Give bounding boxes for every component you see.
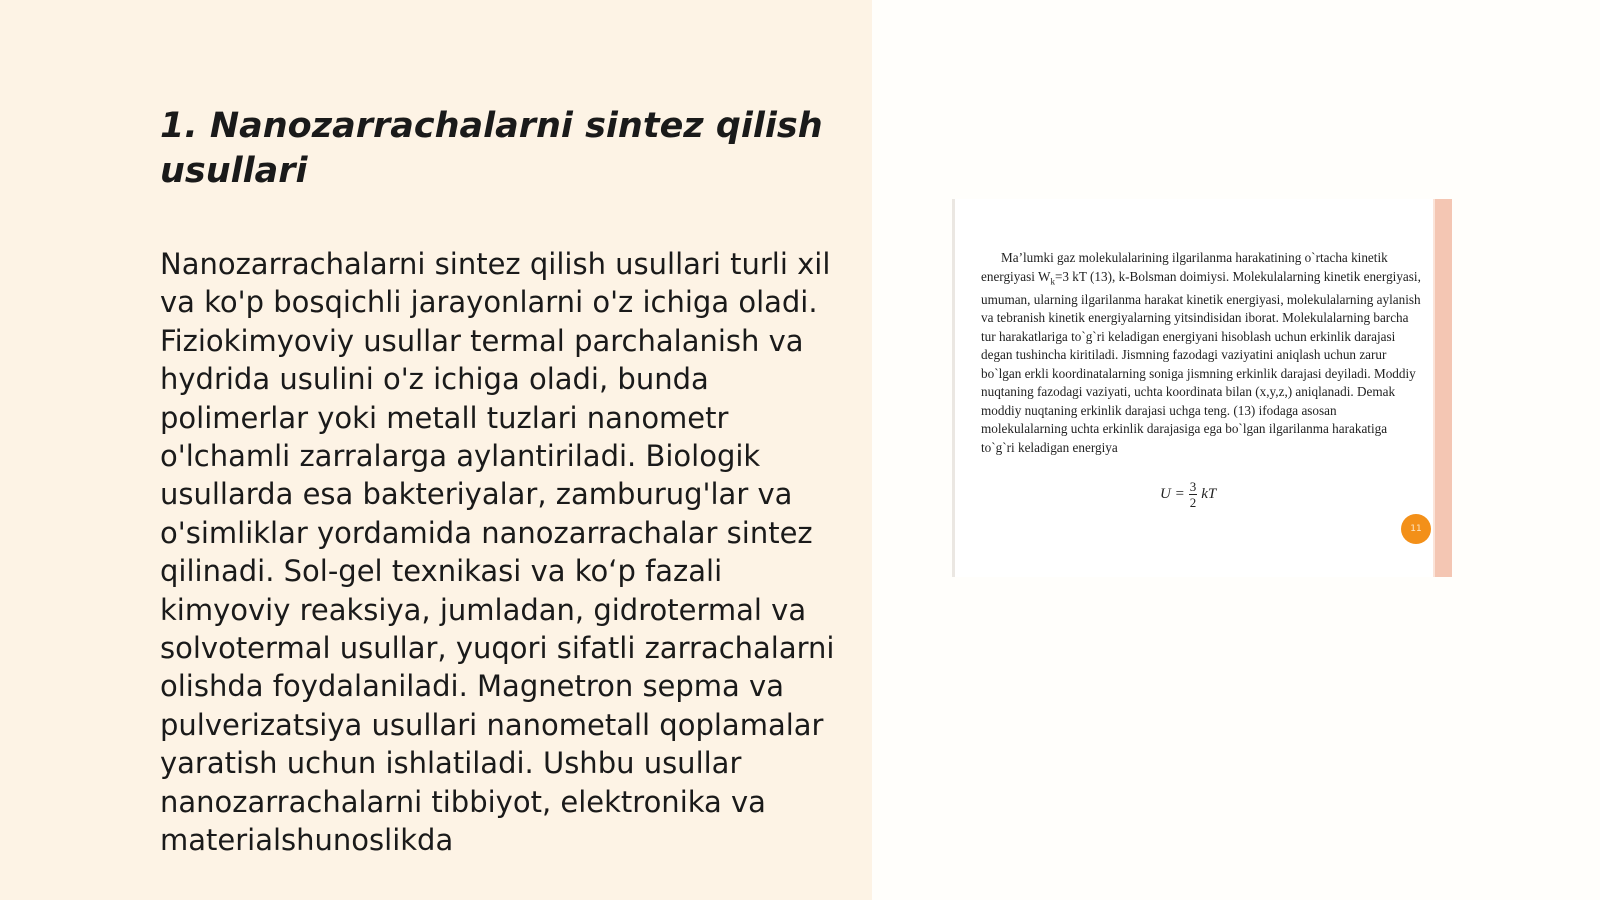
energy-formula [1160,479,1216,510]
embedded-text-part-2: =3 kT (13), k-Bolsman doimiysi. Molekulalarning kinetik energiyasi, umuman, ularning ilgarilanma harakat kinetik energiyasi, molekulalarning aylanish va tebranish kinetik energiyalarning yitsindisidan iborat. Molekulalarning barcha tur harakatlariga to`g`ri keladigan energiyani hisoblash uchun erkinlik darajasi degan tushincha kiritiladi. Jismning fazodagi vaziyatini aniqlash uchun zarur bo`lgan erkli koordinatalarning soniga jismning erkinlik darajasi deyiladi. Moddiy nuqtaning fazodagi vaziyati, uchta koordinata bilan (x,y,z,) aniqlanadi. Demak moddiy nuqtaning erkinlik darajasi uchga teng. (13) ifodaga asosan molekulalarning uchta erkinlik darajasiga ega bo`lgan ilgarilanma harakatiga to`g`ri keladigan energiya [981,268,1421,455]
formula-fraction [1189,479,1198,510]
slide-edge-bar [1433,199,1452,577]
embedded-slide-text [981,249,1421,457]
formula-numerator: 3 [1189,479,1197,494]
formula-denominator: 2 [1189,495,1197,510]
formula-rhs: kT [1201,486,1217,502]
embedded-text-subscript: k [1050,276,1055,287]
slide-title: 1. Nanozarrachalarni sintez qilish usullari [160,106,823,191]
formula-lhs: U = [1160,486,1185,502]
embedded-slide-image [952,199,1452,577]
body-paragraph: Nanozarrachalarni sintez qilish usullari turli xil va ko'p bosqichli jarayonlarni o'z ichiga oladi. Fiziokimyoviy usullar termal parchalanish va hydrida usulini o'z ichiga oladi, bunda polimerlar yoki metall tuzlari nanometr o'lchamli zarralarga aylantiriladi. Biologik usullarda esa bakteriyalar, zamburug'lar va o'simliklar yordamida nanozarrachalar sintez qilinadi. Sol-gel texnikasi va koʻp fazali kimyoviy reaksiya, jumladan, gidrotermal va solvotermal usullar, yuqori sifatli zarrachalarni olishda foydalaniladi. Magnetron sepma va pulverizatsiya usullari nanometall qoplamalar yaratish uchun ishlatiladi. Ushbu usullar nanozarrachalarni tibbiyot, elektronika va materialshunoslikda [160,247,835,858]
embedded-text-part-1: Ma’lumki gaz molekulalarining ilgarilanma harakatining o`rtacha kinetik energiyasi W [981,250,1388,284]
page-number-badge: 11 [1401,514,1431,544]
